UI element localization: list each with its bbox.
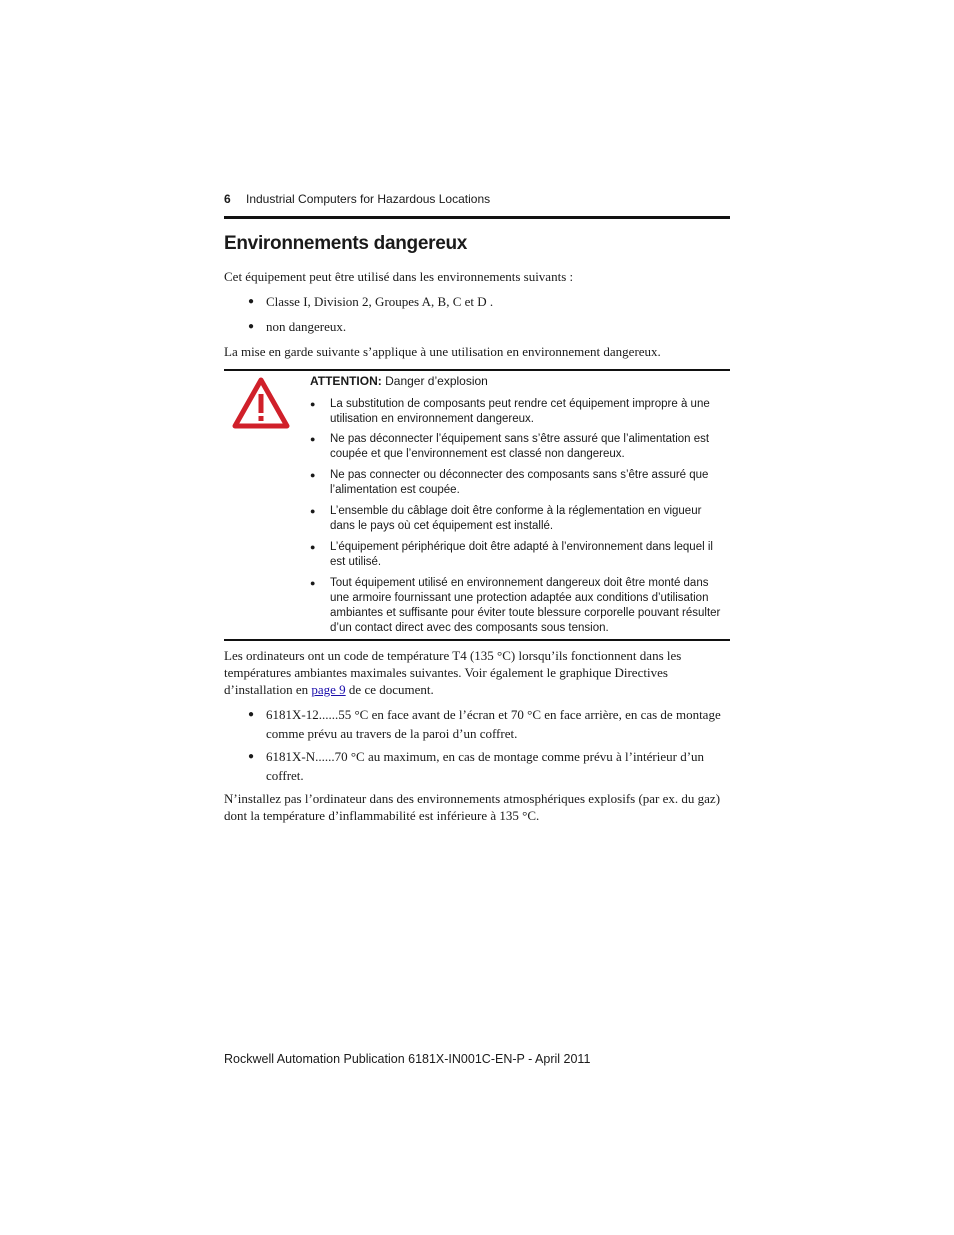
warning-triangle-icon	[232, 377, 290, 429]
attention-subtitle: Danger d’explosion	[385, 374, 488, 388]
page-number: 6	[224, 192, 231, 206]
document-title: Industrial Computers for Hazardous Locations	[246, 192, 491, 206]
page-footer: Rockwell Automation Publication 6181X-IN001C-EN-P - April 2011	[224, 1052, 591, 1066]
attention-heading	[310, 374, 488, 388]
bullet-icon: ●	[310, 578, 316, 588]
bullet-icon: ●	[310, 506, 316, 516]
bullet-icon: ●	[248, 751, 255, 762]
bullet-icon: ●	[248, 296, 255, 307]
bullet-icon: ●	[310, 434, 316, 444]
attention-box: ATTENTION: Danger d’explosion ● La substitution de composants peut rendre cet équipement impropre à une utilisation en environnement dangereux. ● Ne pas déconnecter l’équipement sans s’être assuré que l’alimentation est coupée et que l’environnement est classé non dangereux. ● Ne pas connecter ou déconnecter des composants sans s’être assuré que l’alimentation est coupée. ● L’ensemble du câblage doit être conforme à la réglementation en vigueur dans le pays où cet équipement est installé. ● L’équipement périphérique doit être adapté à l’environnement dans lequel il est utilisé. ● Tout équipement utilisé en environnement dangereux doit être monté dans une armoire fournissant une protection adaptée aux conditions d’utilisation ambiantes et suffisante pour éviter toute blessure corporelle pouvant résulter d’un contact direct avec des composants sous tension.	[224, 369, 730, 641]
bullet-icon: ●	[310, 399, 316, 409]
bullet-icon: ●	[310, 470, 316, 480]
closing-paragraph: N’installez pas l’ordinateur dans des environnements atmosphériques explosifs (par ex. du gaz) dont la température d’inflammabilité est inférieure à 135 °C.	[224, 791, 721, 823]
page-9-link[interactable]: page 9	[311, 682, 346, 697]
section-title: Environnements dangereux	[224, 233, 468, 254]
bullet-icon: ●	[248, 709, 255, 720]
page-header	[224, 192, 730, 219]
attention-label: ATTENTION:	[310, 374, 382, 388]
intro-paragraph: Cet équipement peut être utilisé dans les environnements suivants :	[224, 269, 574, 284]
bullet-icon: ●	[310, 542, 316, 552]
temperature-paragraph: Les ordinateurs ont un code de température T4 (135 °C) lorsqu’ils fonctionnent dans les températures ambiantes maximales suivantes. Voir également le graphique Directives d’installation en page 9 de ce document.	[224, 648, 682, 697]
warning-intro-paragraph: La mise en garde suivante s’applique à une utilisation en environnement dangereux.	[224, 344, 661, 359]
bullet-icon: ●	[248, 321, 255, 332]
